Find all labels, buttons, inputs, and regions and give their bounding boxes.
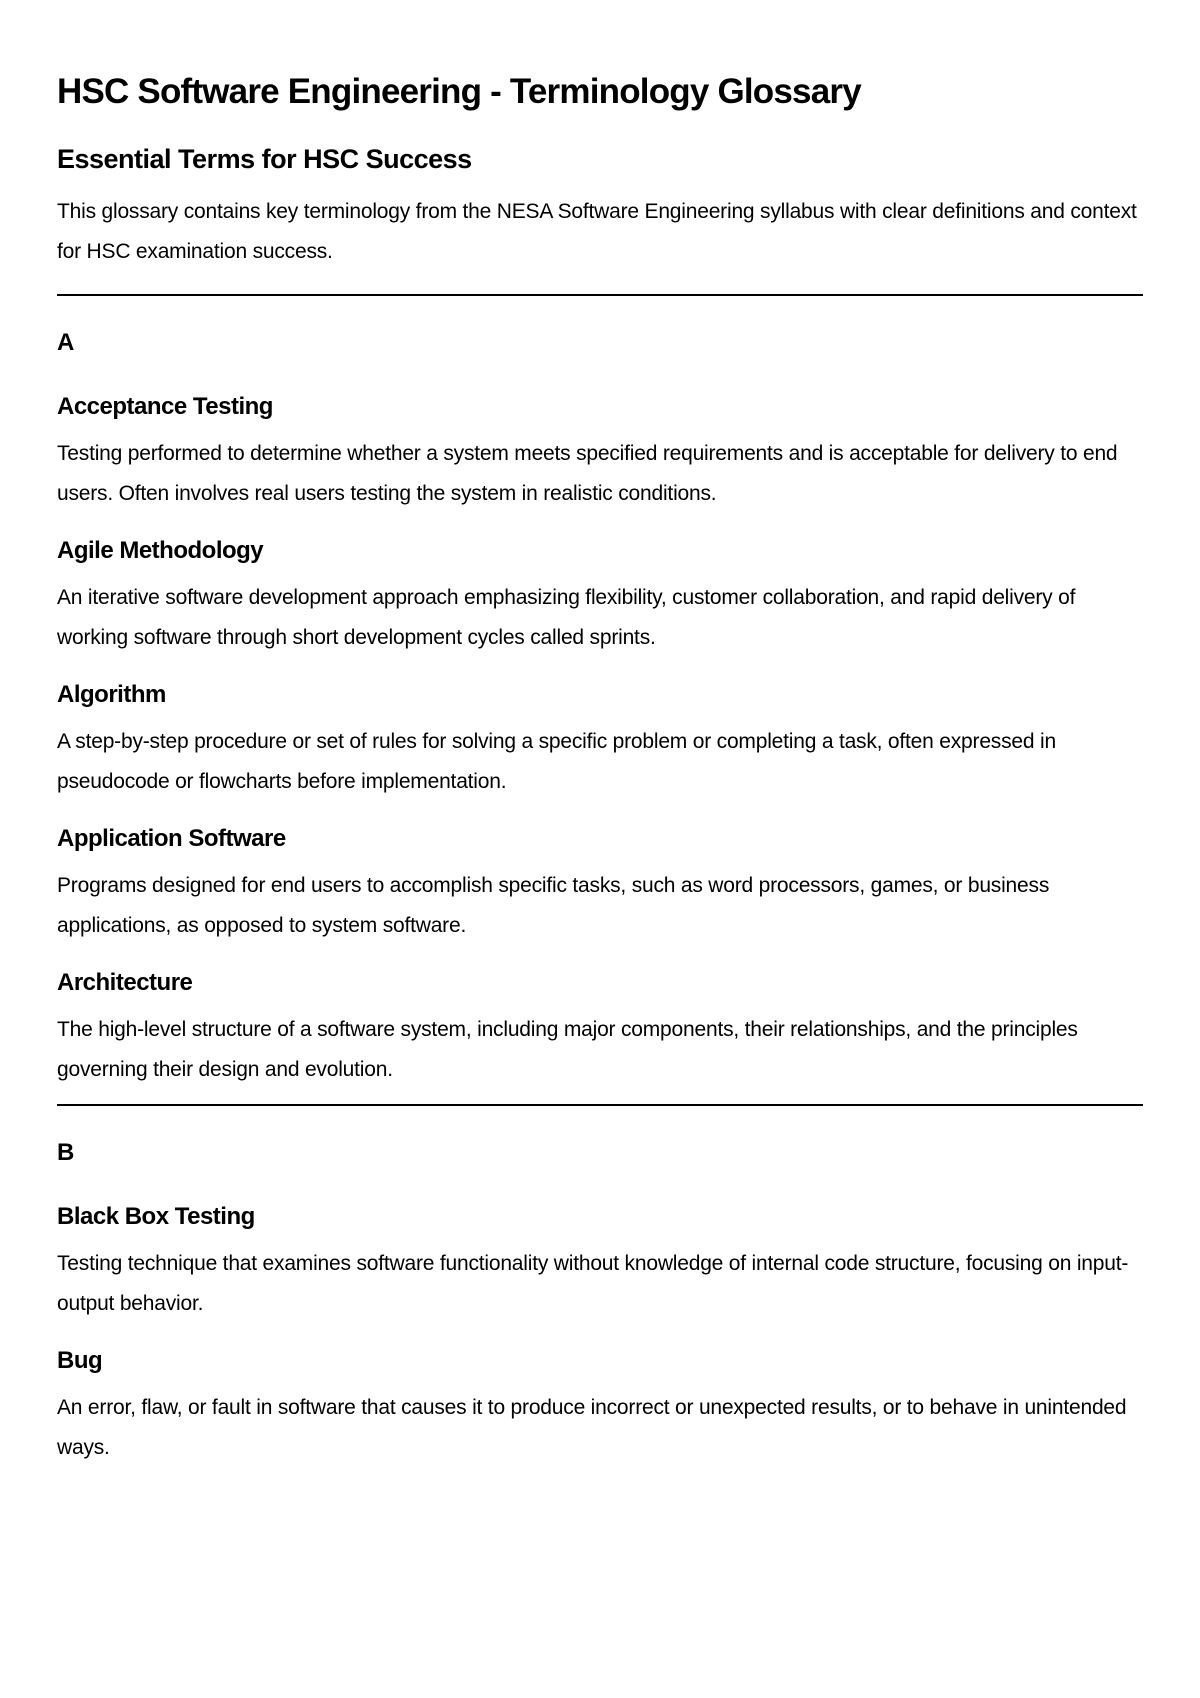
- glossary-section-a: [57, 328, 1143, 1090]
- glossary-entry: [57, 1202, 1143, 1324]
- section-divider: [57, 294, 1143, 296]
- intro-paragraph: This glossary contains key terminology from the NESA Software Engineering syllabus with clear definitions and context for HSC examination success.: [57, 200, 1137, 263]
- glossary-term: Acceptance Testing: [57, 393, 273, 420]
- glossary-definition: Testing performed to determine whether a system meets specified requirements and is acceptable for delivery to end users. Often involves real users testing the system in realistic conditions.: [57, 442, 1118, 505]
- page-subtitle: Essential Terms for HSC Success: [57, 144, 472, 174]
- section-letter: B: [57, 1139, 75, 1166]
- page-title: HSC Software Engineering - Terminology Glossary: [57, 72, 861, 111]
- glossary-entry: [57, 680, 1143, 802]
- glossary-definition: A step-by-step procedure or set of rules for solving a specific problem or completing a task, often expressed in pseudocode or flowcharts before implementation.: [57, 730, 1056, 793]
- glossary-term: Algorithm: [57, 681, 166, 708]
- section-letter: A: [57, 329, 75, 356]
- glossary-definition: Programs designed for end users to accomplish specific tasks, such as word processors, games, or business applications, as opposed to system software.: [57, 874, 1050, 937]
- glossary-term: Black Box Testing: [57, 1203, 255, 1230]
- glossary-term: Architecture: [57, 969, 193, 996]
- glossary-term: Application Software: [57, 825, 286, 852]
- glossary-entry: [57, 536, 1143, 658]
- glossary-entry: [57, 824, 1143, 946]
- glossary-entry: [57, 392, 1143, 514]
- glossary-entry: [57, 1346, 1143, 1468]
- glossary-term: Bug: [57, 1347, 103, 1374]
- glossary-definition: Testing technique that examines software functionality without knowledge of internal code structure, focusing on input-output behavior.: [57, 1252, 1129, 1315]
- glossary-term: Agile Methodology: [57, 537, 264, 564]
- glossary-entry: [57, 968, 1143, 1090]
- section-divider: [57, 1104, 1143, 1106]
- glossary-definition: The high-level structure of a software system, including major components, their relationships, and the principles governing their design and evolution.: [57, 1018, 1078, 1081]
- glossary-definition: An iterative software development approach emphasizing flexibility, customer collaboration, and rapid delivery of working software through short development cycles called sprints.: [57, 586, 1076, 649]
- glossary-definition: An error, flaw, or fault in software that causes it to produce incorrect or unexpected results, or to behave in unintended ways.: [57, 1396, 1127, 1459]
- glossary-section-b: [57, 1138, 1143, 1468]
